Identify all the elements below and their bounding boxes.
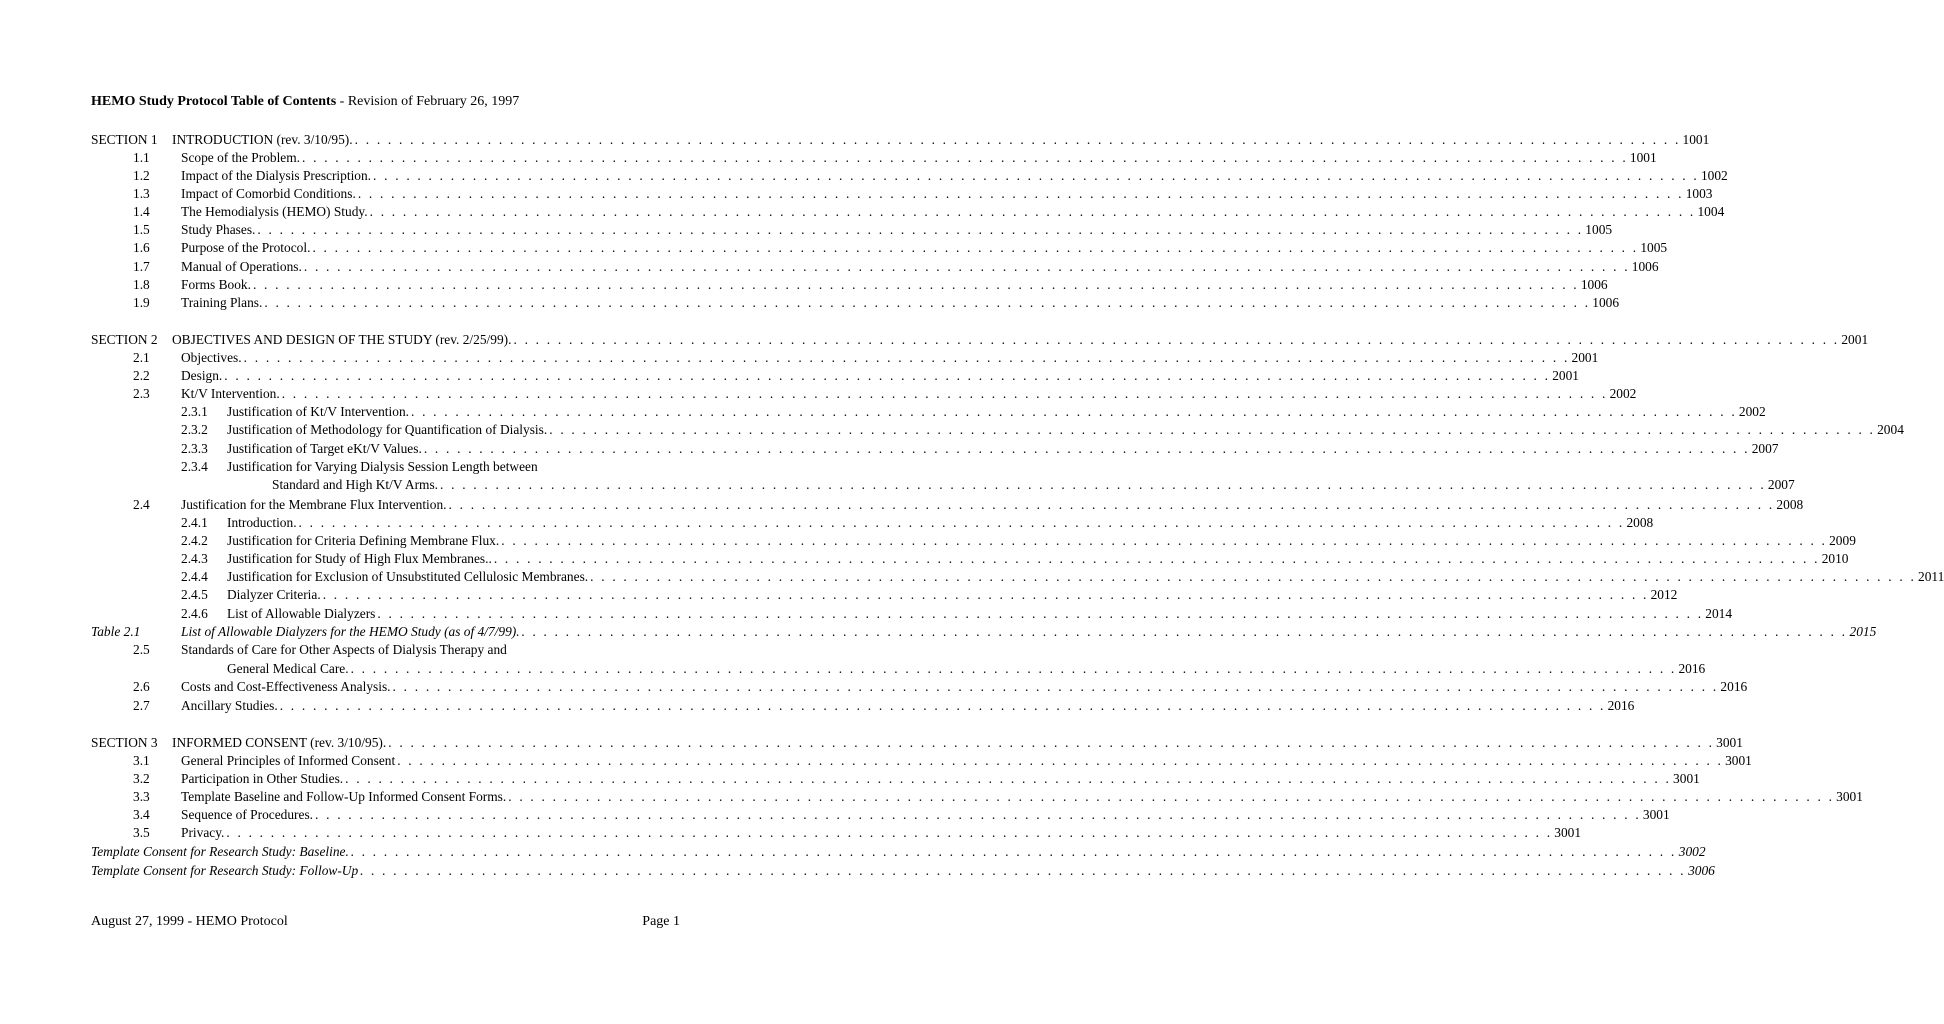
dot-leader: . . . . . . . . . . . . . . . . . . . . . . . . . . . . . . . . . . . . . . . . . . . . . . . . . . . . . . . . . . . . . . . . . . . . . . . . . . . . . . . . . . . . . . . . . . . . . . . . . . . . . . . . . . . . . . . . . . . . . . . . [513, 332, 1840, 347]
dot-leader: . . . . . . . . . . . . . . . . . . . . . . . . . . . . . . . . . . . . . . . . . . . . . . . . . . . . . . . . . . . . . . . . . . . . . . . . . . . . . . . . . . . . . . . . . . . . . . . . . . . . . . . . . . . . . . . . . . . . . . . . [226, 825, 1553, 840]
toc-number: 2.3.3 [181, 441, 208, 456]
toc-number: 2.4.5 [181, 587, 208, 602]
toc-entry-title: Dialyzer Criteria. [227, 587, 321, 602]
toc-page-number: 1006 [1580, 277, 1608, 292]
toc-entry-title: Manual of Operations. [181, 259, 302, 274]
toc-entry-title: Costs and Cost-Effectiveness Analysis. [181, 679, 391, 694]
toc-number: 1.5 [133, 222, 150, 237]
toc-entry-title: Justification for Criteria Defining Membrane Flux. [227, 533, 500, 548]
toc-page-number: 2008 [1776, 497, 1804, 512]
dot-leader: . . . . . . . . . . . . . . . . . . . . . . . . . . . . . . . . . . . . . . . . . . . . . . . . . . . . . . . . . . . . . . . . . . . . . . . . . . . . . . . . . . . . . . . . . . . . . . . . . . . . . . . . . . . . . . . . . . . . . . . . [410, 404, 1737, 419]
toc-row [0, 385, 1637, 402]
toc-entry-title: Template Baseline and Follow-Up Informed Consent Forms. [181, 789, 507, 804]
toc-page-number: 3001 [1836, 789, 1863, 804]
dot-leader: . . . . . . . . . . . . . . . . . . . . . . . . . . . . . . . . . . . . . . . . . . . . . . . . . . . . . . . . . . . . . . . . . . . . . . . . . . . . . . . . . . . . . . . . . . . . . . . . . . . . . . . . . . . . . . . . . . . . . . . . [354, 132, 1681, 147]
toc-entry-title: Justification for the Membrane Flux Intervention. [181, 497, 447, 512]
toc-entry-title: Justification for Varying Dialysis Session Length between [227, 459, 538, 474]
toc-row [0, 221, 1613, 238]
toc-entry-title: General Principles of Informed Consent [181, 753, 396, 768]
toc-entry-title: Privacy. [181, 825, 225, 840]
toc-row [0, 149, 1657, 166]
toc-entry-title: Justification of Methodology for Quantification of Dialysis. [227, 422, 548, 437]
toc-row [0, 514, 1654, 531]
toc-number: 2.4.6 [181, 606, 208, 621]
dot-leader: . . . . . . . . . . . . . . . . . . . . . . . . . . . . . . . . . . . . . . . . . . . . . . . . . . . . . . . . . . . . . . . . . . . . . . . . . . . . . . . . . . . . . . . . . . . . . . . . . . . . . . . . . . . . . . . . . . . . . . . . [377, 606, 1704, 621]
toc-page-number: 3001 [1716, 735, 1743, 750]
toc-number: Table 2.1 [91, 624, 141, 639]
toc-row [0, 770, 1700, 787]
toc-number: 2.4.4 [181, 569, 208, 584]
toc-row [0, 239, 1668, 256]
toc-number: SECTION 3 [91, 735, 158, 750]
toc-number: 1.2 [133, 168, 150, 183]
toc-row [0, 843, 1706, 860]
toc-number: 2.4.3 [181, 551, 208, 566]
toc-page-number: 2016 [1607, 698, 1635, 713]
toc-entry-title: Impact of the Dialysis Prescription. [181, 168, 372, 183]
dot-leader: . . . . . . . . . . . . . . . . . . . . . . . . . . . . . . . . . . . . . . . . . . . . . . . . . . . . . . . . . . . . . . . . . . . . . . . . . . . . . . . . . . . . . . . . . . . . . . . . . . . . . . . . . . . . . . . . . . . . . . . . [350, 844, 1677, 859]
toc-row [0, 185, 1713, 202]
dot-leader: . . . . . . . . . . . . . . . . . . . . . . . . . . . . . . . . . . . . . . . . . . . . . . . . . . . . . . . . . . . . . . . . . . . . . . . . . . . . . . . . . . . . . . . . . . . . . . . . . . . . . . . . . . . . . . . . . . . . . . . . [303, 259, 1630, 274]
footer-page-number: Page 1 [642, 914, 680, 929]
toc-number: SECTION 2 [91, 332, 158, 347]
toc-entry-title: INTRODUCTION (rev. 3/10/95). [172, 132, 353, 147]
toc-entry-title: General Medical Care. [227, 661, 349, 676]
toc-entry-title: Design. [181, 368, 223, 383]
toc-number: 2.2 [133, 368, 150, 383]
dot-leader: . . . . . . . . . . . . . . . . . . . . . . . . . . . . . . . . . . . . . . . . . . . . . . . . . . . . . . . . . . . . . . . . . . . . . . . . . . . . . . . . . . . . . . . . . . . . . . . . . . . . . . . . . . . . . . . . . . . . . . . . [392, 679, 1719, 694]
toc-number: 2.6 [133, 679, 150, 694]
toc-row [0, 788, 1863, 805]
toc-number: 1.9 [133, 295, 150, 310]
toc-entry-title: Ancillary Studies. [181, 698, 278, 713]
toc-page-number: 1003 [1685, 186, 1713, 201]
dot-leader: . . . . . . . . . . . . . . . . . . . . . . . . . . . . . . . . . . . . . . . . . . . . . . . . . . . . . . . . . . . . . . . . . . . . . . . . . . . . . . . . . . . . . . . . . . . . . . . . . . . . . . . . . . . . . . . . . . . . . . . . [357, 186, 1684, 201]
toc-number: 2.3.4 [181, 459, 208, 474]
toc-entry-title: Justification for Exclusion of Unsubstituted Cellulosic Membranes. [227, 569, 589, 584]
toc-entry-title: INFORMED CONSENT (rev. 3/10/95). [172, 735, 387, 750]
toc-page-number: 3002 [1678, 844, 1706, 859]
title-bold: HEMO Study Protocol Table of Contents [91, 94, 337, 109]
toc-row [0, 862, 1715, 879]
toc-entry-title: Justification for Study of High Flux Membranes.. [227, 551, 492, 566]
toc-page-number: 1001 [1629, 150, 1657, 165]
dot-leader: . . . . . . . . . . . . . . . . . . . . . . . . . . . . . . . . . . . . . . . . . . . . . . . . . . . . . . . . . . . . . . . . . . . . . . . . . . . . . . . . . . . . . . . . . . . . . . . . . . . . . . . . . . . . . . . . . . . . . . . . [312, 240, 1639, 255]
toc-entry-title: Purpose of the Protocol. [181, 240, 311, 255]
toc-page-number: 1001 [1682, 132, 1710, 147]
dot-leader: . . . . . . . . . . . . . . . . . . . . . . . . . . . . . . . . . . . . . . . . . . . . . . . . . . . . . . . . . . . . . . . . . . . . . . . . . . . . . . . . . . . . . . . . . . . . . . . . . . . . . . . . . . . . . . . . . . . . . . . . [508, 789, 1835, 804]
dot-leader: . . . . . . . . . . . . . . . . . . . . . . . . . . . . . . . . . . . . . . . . . . . . . . . . . . . . . . . . . . . . . . . . . . . . . . . . . . . . . . . . . . . . . . . . . . . . . . . . . . . . . . . . . . . . . . . . . . . . . . . . [423, 441, 1750, 456]
toc-page-number: 2008 [1626, 515, 1654, 530]
toc-row [0, 476, 1795, 493]
dot-leader: . . . . . . . . . . . . . . . . . . . . . . . . . . . . . . . . . . . . . . . . . . . . . . . . . . . . . . . . . . . . . . . . . . . . . . . . . . . . . . . . . . . . . . . . . . . . . . . . . . . . . . . . . . . . . . . . . . . . . . . . [224, 368, 1551, 383]
dot-leader: . . . . . . . . . . . . . . . . . . . . . . . . . . . . . . . . . . . . . . . . . . . . . . . . . . . . . . . . . . . . . . . . . . . . . . . . . . . . . . . . . . . . . . . . . . . . . . . . . . . . . . . . . . . . . . . . . . . . . . . . [243, 350, 1570, 365]
toc-page-number: 1004 [1697, 204, 1725, 219]
toc-page-number: 3001 [1554, 825, 1582, 840]
toc-number: 2.3.1 [181, 404, 208, 419]
toc-number: SECTION 1 [91, 132, 158, 147]
toc-page-number: 2004 [1877, 422, 1904, 437]
toc-number: 2.4.2 [181, 533, 208, 548]
footer-date: August 27, 1999 - HEMO Protocol [91, 914, 288, 929]
toc-entry-title: Forms Book. [181, 277, 251, 292]
toc-entry-title: Kt/V Intervention. [181, 386, 280, 401]
toc-page-number: 1005 [1585, 222, 1613, 237]
toc-row [0, 660, 1706, 677]
toc-row [0, 131, 1710, 148]
toc-row [0, 294, 1620, 311]
toc-number: 1.6 [133, 240, 150, 255]
toc-number: 2.7 [133, 698, 150, 713]
toc-number: 1.3 [133, 186, 150, 201]
toc-entry-title: Scope of the Problem. [181, 150, 301, 165]
dot-leader: . . . . . . . . . . . . . . . . . . . . . . . . . . . . . . . . . . . . . . . . . . . . . . . . . . . . . . . . . . . . . . . . . . . . . . . . . . . . . . . . . . . . . . . . . . . . . . . . . . . . . . . . . . . . . . . . . . . . . . . . [501, 533, 1828, 548]
toc-page-number: 3006 [1688, 863, 1715, 878]
toc-page-number: 1002 [1700, 168, 1728, 183]
toc-row [0, 824, 1582, 841]
toc-number: 2.5 [133, 642, 150, 657]
toc-number: 3.3 [133, 789, 150, 804]
toc-entry-title: Standard and High Kt/V Arms. [272, 477, 439, 492]
toc-number: 2.4 [133, 497, 150, 512]
dot-leader: . . . . . . . . . . . . . . . . . . . . . . . . . . . . . . . . . . . . . . . . . . . . . . . . . . . . . . . . . . . . . . . . . . . . . . . . . . . . . . . . . . . . . . . . . . . . . . . . . . . . . . . . . . . . . . . . . . . . . . . . [257, 222, 1584, 237]
toc-row [0, 403, 1766, 420]
toc-number: 3.5 [133, 825, 150, 840]
toc-page-number: 2014 [1705, 606, 1733, 621]
toc-number: 2.1 [133, 350, 150, 365]
toc-number: 2.3 [133, 386, 150, 401]
toc-page-number: 2007 [1767, 477, 1795, 492]
dot-leader: . . . . . . . . . . . . . . . . . . . . . . . . . . . . . . . . . . . . . . . . . . . . . . . . . . . . . . . . . . . . . . . . . . . . . . . . . . . . . . . . . . . . . . . . . . . . . . . . . . . . . . . . . . . . . . . . . . . . . . . . [448, 497, 1775, 512]
toc-page-number: 2016 [1678, 661, 1706, 676]
toc-page-number: 2001 [1552, 368, 1579, 383]
toc-row [0, 697, 1635, 714]
toc-page-number: 1005 [1640, 240, 1668, 255]
toc-row [0, 496, 1804, 513]
toc-page-number: 3001 [1673, 771, 1700, 786]
toc-entry-title: Justification of Target eKt/V Values. [227, 441, 422, 456]
dot-leader: . . . . . . . . . . . . . . . . . . . . . . . . . . . . . . . . . . . . . . . . . . . . . . . . . . . . . . . . . . . . . . . . . . . . . . . . . . . . . . . . . . . . . . . . . . . . . . . . . . . . . . . . . . . . . . . . . . . . . . . . [279, 698, 1606, 713]
dot-leader: . . . . . . . . . . . . . . . . . . . . . . . . . . . . . . . . . . . . . . . . . . . . . . . . . . . . . . . . . . . . . . . . . . . . . . . . . . . . . . . . . . . . . . . . . . . . . . . . . . . . . . . . . . . . . . . . . . . . . . . . [369, 204, 1696, 219]
toc-page-number: 2001 [1841, 332, 1869, 347]
toc-page-number: 2002 [1738, 404, 1766, 419]
toc-entry-title: Training Plans. [181, 295, 263, 310]
toc-page-number: 3001 [1642, 807, 1670, 822]
toc-row [0, 167, 1728, 184]
toc-page-number: 3001 [1725, 753, 1752, 768]
toc-row [0, 586, 1678, 603]
dot-leader: . . . . . . . . . . . . . . . . . . . . . . . . . . . . . . . . . . . . . . . . . . . . . . . . . . . . . . . . . . . . . . . . . . . . . . . . . . . . . . . . . . . . . . . . . . . . . . . . . . . . . . . . . . . . . . . . . . . . . . . . [264, 295, 1591, 310]
toc-number: 3.2 [133, 771, 150, 786]
toc-entry-title: Introduction. [227, 515, 297, 530]
toc-page-number: 2009 [1829, 533, 1856, 548]
toc-row [0, 605, 1733, 622]
toc-row [0, 550, 1849, 567]
dot-leader: . . . . . . . . . . . . . . . . . . . . . . . . . . . . . . . . . . . . . . . . . . . . . . . . . . . . . . . . . . . . . . . . . . . . . . . . . . . . . . . . . . . . . . . . . . . . . . . . . . . . . . . . . . . . . . . . . . . . . . . . [360, 863, 1687, 878]
dot-leader: . . . . . . . . . . . . . . . . . . . . . . . . . . . . . . . . . . . . . . . . . . . . . . . . . . . . . . . . . . . . . . . . . . . . . . . . . . . . . . . . . . . . . . . . . . . . . . . . . . . . . . . . . . . . . . . . . . . . . . . . [298, 515, 1625, 530]
dot-leader: . . . . . . . . . . . . . . . . . . . . . . . . . . . . . . . . . . . . . . . . . . . . . . . . . . . . . . . . . . . . . . . . . . . . . . . . . . . . . . . . . . . . . . . . . . . . . . . . . . . . . . . . . . . . . . . . . . . . . . . . [315, 807, 1641, 822]
toc-page-number: 2016 [1720, 679, 1748, 694]
toc-number: 3.1 [133, 753, 150, 768]
toc-row [0, 203, 1725, 220]
dot-leader: . . . . . . . . . . . . . . . . . . . . . . . . . . . . . . . . . . . . . . . . . . . . . . . . . . . . . . . . . . . . . . . . . . . . . . . . . . . . . . . . . . . . . . . . . . . . . . . . . . . . . . . . . . . . . . . . . . . . . . . . [373, 168, 1699, 183]
toc-row [0, 752, 1752, 769]
dot-leader: . . . . . . . . . . . . . . . . . . . . . . . . . . . . . . . . . . . . . . . . . . . . . . . . . . . . . . . . . . . . . . . . . . . . . . . . . . . . . . . . . . . . . . . . . . . . . . . . . . . . . . . . . . . . . . . . . . . . . . . . [493, 551, 1820, 566]
toc-entry-title: Template Consent for Research Study: Baseline. [91, 844, 349, 859]
title-revision: - Revision of February 26, 1997 [336, 94, 520, 109]
dot-leader: . . . . . . . . . . . . . . . . . . . . . . . . . . . . . . . . . . . . . . . . . . . . . . . . . . . . . . . . . . . . . . . . . . . . . . . . . . . . . . . . . . . . . . . . . . . . . . . . . . . . . . . . . . . . . . . . . . . . . . . . [590, 569, 1917, 584]
dot-leader: . . . . . . . . . . . . . . . . . . . . . . . . . . . . . . . . . . . . . . . . . . . . . . . . . . . . . . . . . . . . . . . . . . . . . . . . . . . . . . . . . . . . . . . . . . . . . . . . . . . . . . . . . . . . . . . . . . . . . . . . [252, 277, 1579, 292]
toc-page-number: 2002 [1609, 386, 1637, 401]
toc-number: 1.1 [133, 150, 150, 165]
dot-leader: . . . . . . . . . . . . . . . . . . . . . . . . . . . . . . . . . . . . . . . . . . . . . . . . . . . . . . . . . . . . . . . . . . . . . . . . . . . . . . . . . . . . . . . . . . . . . . . . . . . . . . . . . . . . . . . . . . . . . . . . [345, 771, 1672, 786]
dot-leader: . . . . . . . . . . . . . . . . . . . . . . . . . . . . . . . . . . . . . . . . . . . . . . . . . . . . . . . . . . . . . . . . . . . . . . . . . . . . . . . . . . . . . . . . . . . . . . . . . . . . . . . . . . . . . . . . . . . . . . . . [388, 735, 1715, 750]
toc-entry-title: Objectives. [181, 350, 242, 365]
toc-page-number: 1006 [1592, 295, 1620, 310]
toc-number: 1.7 [133, 259, 150, 274]
toc-number: 3.4 [133, 807, 150, 822]
toc-row [0, 440, 1779, 457]
toc-entry-title: Template Consent for Research Study: Follow-Up [91, 863, 359, 878]
toc-entry-title: List of Allowable Dialyzers for the HEMO Study (as of 4/7/99). [181, 624, 520, 639]
toc-entry-title: List of Allowable Dialyzers [227, 606, 376, 621]
dot-leader: . . . . . . . . . . . . . . . . . . . . . . . . . . . . . . . . . . . . . . . . . . . . . . . . . . . . . . . . . . . . . . . . . . . . . . . . . . . . . . . . . . . . . . . . . . . . . . . . . . . . . . . . . . . . . . . . . . . . . . . . [350, 661, 1677, 676]
toc-entry-title: Study Phases. [181, 222, 256, 237]
toc-page-number: 2012 [1650, 587, 1678, 602]
dot-leader: . . . . . . . . . . . . . . . . . . . . . . . . . . . . . . . . . . . . . . . . . . . . . . . . . . . . . . . . . . . . . . . . . . . . . . . . . . . . . . . . . . . . . . . . . . . . . . . . . . . . . . . . . . . . . . . . . . . . . . . . [281, 386, 1608, 401]
toc-row [0, 734, 1743, 751]
toc-page-number: 2007 [1751, 441, 1779, 456]
toc-row [0, 678, 1748, 695]
toc-number: 2.4.1 [181, 515, 208, 530]
dot-leader: . . . . . . . . . . . . . . . . . . . . . . . . . . . . . . . . . . . . . . . . . . . . . . . . . . . . . . . . . . . . . . . . . . . . . . . . . . . . . . . . . . . . . . . . . . . . . . . . . . . . . . . . . . . . . . . . . . . . . . . . [521, 624, 1848, 639]
toc-row [0, 258, 1659, 275]
dot-leader: . . . . . . . . . . . . . . . . . . . . . . . . . . . . . . . . . . . . . . . . . . . . . . . . . . . . . . . . . . . . . . . . . . . . . . . . . . . . . . . . . . . . . . . . . . . . . . . . . . . . . . . . . . . . . . . . . . . . . . . . [549, 422, 1876, 437]
toc-page-number: 2010 [1821, 551, 1849, 566]
toc-number: 2.3.2 [181, 422, 208, 437]
dot-leader: . . . . . . . . . . . . . . . . . . . . . . . . . . . . . . . . . . . . . . . . . . . . . . . . . . . . . . . . . . . . . . . . . . . . . . . . . . . . . . . . . . . . . . . . . . . . . . . . . . . . . . . . . . . . . . . . . . . . . . . . [397, 753, 1724, 768]
dot-leader: . . . . . . . . . . . . . . . . . . . . . . . . . . . . . . . . . . . . . . . . . . . . . . . . . . . . . . . . . . . . . . . . . . . . . . . . . . . . . . . . . . . . . . . . . . . . . . . . . . . . . . . . . . . . . . . . . . . . . . . . [322, 587, 1649, 602]
dot-leader: . . . . . . . . . . . . . . . . . . . . . . . . . . . . . . . . . . . . . . . . . . . . . . . . . . . . . . . . . . . . . . . . . . . . . . . . . . . . . . . . . . . . . . . . . . . . . . . . . . . . . . . . . . . . . . . . . . . . . . . . [302, 150, 1628, 165]
toc-entry-title: The Hemodialysis (HEMO) Study. [181, 204, 368, 219]
toc-entry-title: Standards of Care for Other Aspects of Dialysis Therapy and [181, 642, 507, 657]
toc-entry-title: Justification of Kt/V Intervention. [227, 404, 409, 419]
toc-number: 1.4 [133, 204, 150, 219]
toc-row [0, 421, 1904, 438]
toc-entry-title: Impact of Comorbid Conditions. [181, 186, 356, 201]
toc-row [0, 349, 1599, 366]
toc-row [0, 532, 1856, 549]
dot-leader: . . . . . . . . . . . . . . . . . . . . . . . . . . . . . . . . . . . . . . . . . . . . . . . . . . . . . . . . . . . . . . . . . . . . . . . . . . . . . . . . . . . . . . . . . . . . . . . . . . . . . . . . . . . . . . . . . . . . . . . . [440, 477, 1766, 492]
toc-row [0, 568, 1944, 585]
toc-row [0, 331, 1869, 348]
toc-page-number: 2001 [1571, 350, 1599, 365]
toc-number: 1.8 [133, 277, 150, 292]
toc-page-number: 2011 [1918, 569, 1944, 584]
toc-row [0, 458, 770, 475]
toc-row [0, 806, 1670, 823]
toc-row [0, 276, 1608, 293]
toc-entry-title: Sequence of Procedures. [181, 807, 313, 822]
toc-row [0, 367, 1579, 384]
toc-row [0, 641, 770, 658]
toc-page-number: 2015 [1849, 624, 1877, 639]
toc-entry-title: OBJECTIVES AND DESIGN OF THE STUDY (rev. 2/25/99). [172, 332, 512, 347]
toc-row [0, 623, 1877, 640]
toc-entry-title: Participation in Other Studies. [181, 771, 344, 786]
toc-page-number: 1006 [1631, 259, 1659, 274]
